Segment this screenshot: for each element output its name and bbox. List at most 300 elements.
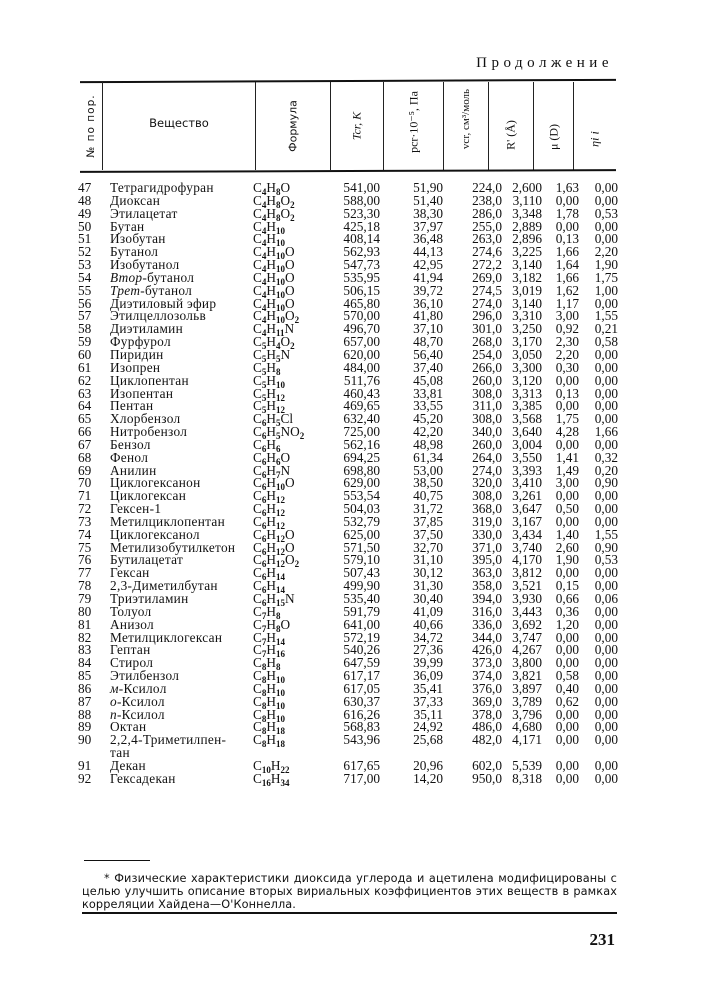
critical-temperature: 568,83: [343, 719, 380, 735]
critical-volume: 344,0: [472, 629, 502, 645]
critical-pressure: 32,70: [413, 539, 443, 555]
dipole-moment: 0,00: [555, 192, 579, 208]
row-number: 59: [78, 334, 92, 350]
row-number: 64: [78, 398, 92, 414]
gyration-radius: 2,896: [512, 231, 542, 247]
substance-name: Гексен-1: [110, 501, 162, 517]
formula: $C_{16}H_{34}$: [253, 770, 290, 788]
critical-temperature: 506,15: [343, 282, 380, 298]
critical-volume: 374,0: [472, 668, 502, 684]
association-parameter: 0,00: [594, 295, 618, 311]
dipole-moment: 0,00: [555, 719, 579, 735]
dipole-moment: 0,00: [555, 436, 579, 452]
row-number: 92: [78, 770, 92, 786]
formula: $C_6H_{10}O$: [253, 475, 295, 493]
substance-name: Анизол: [110, 616, 154, 632]
critical-volume: 486,0: [472, 719, 502, 735]
critical-temperature: 717,00: [343, 770, 380, 786]
gyration-radius: 3,812: [512, 565, 542, 581]
row-number: 60: [78, 346, 92, 362]
table-row: [78, 733, 618, 759]
dipole-moment: 2,60: [555, 539, 579, 555]
critical-volume: 260,0: [472, 436, 502, 452]
gyration-radius: 3,789: [512, 693, 542, 709]
row-number: 69: [78, 462, 92, 478]
formula: $C_6H_{12}O_2$: [253, 552, 300, 570]
critical-temperature: 625,00: [343, 526, 380, 542]
formula: $C_7H_{16}$: [253, 642, 285, 660]
substance-name: Циклогексанол: [110, 526, 200, 542]
substance-name: Диэтиламин: [110, 321, 184, 337]
critical-temperature: 543,96: [343, 732, 380, 748]
substance-name: Гексан: [110, 565, 150, 581]
table-row: [78, 282, 618, 300]
substance-name: Изобутанол: [110, 257, 180, 273]
critical-pressure: 39,72: [413, 282, 443, 298]
row-number: 55: [78, 282, 92, 298]
page-bottom-rule: [82, 912, 617, 914]
row-number: 87: [78, 693, 92, 709]
substance-name: Бутан: [110, 218, 145, 234]
critical-pressure: 39,99: [413, 655, 443, 671]
critical-temperature: 641,00: [343, 616, 380, 632]
critical-temperature: 570,00: [343, 308, 380, 324]
critical-pressure: 45,08: [413, 372, 443, 388]
gyration-radius: 5,539: [512, 757, 542, 773]
row-number: 81: [78, 616, 92, 632]
association-parameter: 0,00: [594, 719, 618, 735]
critical-pressure: 42,95: [413, 257, 443, 273]
footnote-text: * Физические характеристики диоксида углерода и ацетилена модифицированы с целью улучшить описание вторых вириальных коэффициентов этих веществ в рамках корреляции Хайдена—О'Коннелла.: [82, 872, 617, 911]
critical-volume: 224,0: [472, 180, 502, 195]
gyration-radius: 4,267: [512, 642, 542, 658]
critical-temperature: 535,40: [343, 591, 380, 606]
table-row: [78, 603, 618, 621]
critical-volume: 274,5: [472, 282, 502, 298]
critical-temperature: 553,54: [343, 488, 380, 504]
dipole-moment: 0,00: [555, 488, 579, 504]
dipole-moment: 0,00: [555, 218, 579, 234]
formula: $C_6H_5NO_2$: [253, 424, 305, 442]
gyration-radius: 3,167: [512, 513, 542, 529]
substance-name: Бензол: [110, 436, 151, 452]
gyration-radius: 3,740: [512, 539, 542, 555]
dipole-moment: 0,00: [555, 642, 579, 658]
gyration-radius: 3,170: [512, 334, 542, 350]
header-r: [488, 82, 533, 170]
association-parameter: 2,20: [594, 244, 618, 260]
critical-temperature: 523,30: [343, 205, 380, 221]
critical-pressure: 41,80: [413, 308, 443, 324]
critical-pressure: 31,10: [413, 552, 443, 568]
association-parameter: 0,00: [594, 565, 618, 581]
critical-temperature: 507,43: [343, 565, 380, 581]
dipole-moment: 0,00: [555, 770, 579, 786]
table-row: [78, 501, 618, 519]
substance-name-line1: 2,2,4-Триметилпен-: [110, 732, 227, 748]
header-eta: [573, 82, 615, 170]
critical-volume: 376,0: [472, 680, 502, 696]
substance-name: Изобутан: [110, 231, 166, 247]
critical-pressure: 33,55: [413, 398, 443, 414]
table-row: [78, 757, 618, 775]
row-number: 47: [78, 180, 92, 195]
dipole-moment: 1,78: [555, 205, 579, 221]
critical-temperature: 698,80: [343, 462, 380, 478]
critical-volume: 266,0: [472, 359, 502, 375]
dipole-moment: 0,00: [555, 732, 579, 748]
dipole-moment: 0,62: [555, 693, 579, 709]
critical-pressure: 38,50: [413, 475, 443, 491]
dipole-moment: 0,40: [555, 680, 579, 696]
row-number: 73: [78, 513, 92, 529]
formula: $C_7H_8O$: [253, 616, 291, 634]
row-number: 52: [78, 244, 92, 260]
substance-suffix: -Ксилол: [118, 680, 167, 696]
formula: $C_6H_{12}$: [253, 488, 285, 506]
association-parameter: 0,00: [594, 642, 618, 658]
association-parameter: 0,00: [594, 501, 618, 517]
gyration-radius: 3,800: [512, 655, 542, 671]
critical-pressure: 30,40: [413, 591, 443, 606]
critical-volume: 358,0: [472, 578, 502, 594]
dipole-moment: 1,40: [555, 526, 579, 542]
substance-name: Метилциклогексан: [110, 629, 223, 645]
dipole-moment: 1,49: [555, 462, 579, 478]
formula: $C_4H_{10}O$: [253, 282, 295, 300]
critical-volume: 254,0: [472, 346, 502, 362]
formula: $C_4H_{10}O$: [253, 295, 295, 313]
formula: $C_6H_7N$: [253, 462, 291, 480]
formula: $C_8H_8$: [253, 655, 281, 673]
dipole-moment: 1,64: [555, 257, 579, 273]
substance-name: Пентан: [110, 398, 154, 414]
critical-volume: 336,0: [472, 616, 502, 632]
formula: $C_8H_{10}$: [253, 680, 285, 698]
critical-volume: 255,0: [472, 218, 502, 234]
association-parameter: 0,06: [594, 591, 618, 606]
critical-temperature: 579,10: [343, 552, 380, 568]
gyration-radius: 3,521: [512, 578, 542, 594]
substance-name: Метилциклопентан: [110, 513, 226, 529]
dipole-moment: 0,58: [555, 668, 579, 684]
critical-temperature: 588,00: [343, 192, 380, 208]
critical-volume: 260,0: [472, 372, 502, 388]
table-row: [78, 346, 618, 364]
critical-temperature: 532,79: [343, 513, 380, 529]
association-parameter: 1,55: [594, 526, 618, 542]
row-number: 63: [78, 385, 92, 401]
formula: $C_8H_{10}$: [253, 693, 285, 711]
row-number: 68: [78, 449, 92, 465]
row-number: 80: [78, 603, 92, 619]
gyration-radius: 3,225: [512, 244, 542, 260]
critical-temperature: 617,17: [343, 668, 380, 684]
dipole-moment: 0,00: [555, 565, 579, 581]
header-vcr-label: vcr, см³/моль: [460, 88, 472, 150]
critical-pressure: 37,50: [413, 526, 443, 542]
row-number: 48: [78, 192, 92, 208]
association-parameter: 1,55: [594, 308, 618, 324]
critical-volume: 301,0: [472, 321, 502, 337]
substance-suffix: -Ксилол: [116, 693, 165, 709]
gyration-radius: 3,747: [512, 629, 542, 645]
critical-pressure: 53,00: [413, 462, 443, 478]
critical-pressure: 45,20: [413, 411, 443, 427]
critical-volume: 274,0: [472, 295, 502, 311]
gyration-radius: 3,434: [512, 526, 542, 542]
critical-pressure: 37,33: [413, 693, 443, 709]
gyration-radius: 8,318: [512, 770, 542, 786]
critical-temperature: 465,80: [343, 295, 380, 311]
row-number: 86: [78, 680, 92, 696]
row-number: 56: [78, 295, 92, 311]
substance-name: Гексадекан: [110, 770, 176, 786]
critical-volume: 263,0: [472, 231, 502, 247]
critical-temperature: 657,00: [343, 334, 380, 350]
critical-volume: 602,0: [472, 757, 502, 773]
dipole-moment: 0,00: [555, 706, 579, 722]
association-parameter: 1,90: [594, 257, 618, 273]
gyration-radius: 3,300: [512, 359, 542, 375]
formula: $C_4H_{11}N$: [253, 321, 295, 339]
substance-suffix: -бутанол: [142, 269, 195, 285]
critical-temperature: 425,18: [343, 218, 380, 234]
critical-temperature: 630,37: [343, 693, 380, 709]
table-row: [78, 192, 618, 210]
substance-name: Циклогексанон: [110, 475, 201, 491]
dipole-moment: 1,63: [555, 180, 579, 195]
gyration-radius: 3,261: [512, 488, 542, 504]
table-row: [78, 424, 618, 442]
dipole-moment: 0,00: [555, 372, 579, 388]
page-number: 231: [589, 930, 615, 949]
header-eta-label: ηi i: [587, 131, 601, 147]
header-r-label: R' (Å): [503, 119, 518, 150]
table-row: [78, 616, 618, 634]
substance-name: Циклогексан: [110, 488, 187, 504]
association-parameter: 0,00: [594, 372, 618, 388]
critical-temperature: 540,26: [343, 642, 380, 658]
critical-temperature: 629,00: [343, 475, 380, 491]
critical-pressure: 36,09: [413, 668, 443, 684]
critical-pressure: 40,75: [413, 488, 443, 504]
critical-pressure: 37,97: [413, 218, 443, 234]
gyration-radius: 3,310: [512, 308, 542, 324]
gyration-radius: 3,796: [512, 706, 542, 722]
formula: $C_6H_{12}$: [253, 513, 285, 531]
substance-name: Анилин: [110, 462, 157, 478]
critical-temperature: 535,95: [343, 269, 380, 285]
gyration-radius: 3,897: [512, 680, 542, 696]
critical-volume: 274,0: [472, 462, 502, 478]
substance-name: Октан: [110, 719, 147, 735]
critical-pressure: 37,40: [413, 359, 443, 375]
critical-temperature: 562,93: [343, 244, 380, 260]
critical-pressure: 14,20: [413, 770, 443, 786]
header-vcr: [443, 82, 488, 170]
row-number: 85: [78, 668, 92, 684]
substance-name: [110, 284, 192, 297]
critical-pressure: 40,66: [413, 616, 443, 632]
substance-name: 2,3-Диметилбутан: [110, 578, 218, 594]
header-no-label: № по пор.: [85, 94, 97, 158]
substance-name: Пиридин: [110, 346, 164, 362]
dipole-moment: 0,00: [555, 513, 579, 529]
critical-pressure: 41,94: [413, 269, 443, 285]
gyration-radius: 3,182: [512, 269, 542, 285]
dipole-moment: 0,13: [555, 385, 579, 401]
gyration-radius: 3,393: [512, 462, 542, 478]
formula: $C_4H_{10}O_2$: [253, 308, 300, 326]
critical-pressure: 31,30: [413, 578, 443, 594]
substance-prefix: Втор: [110, 269, 143, 285]
dipole-moment: 1,62: [555, 282, 579, 298]
substance-name: Хлорбензол: [110, 411, 181, 427]
dipole-moment: 0,00: [555, 655, 579, 671]
critical-volume: 363,0: [472, 565, 502, 581]
association-parameter: 0,00: [594, 346, 618, 362]
critical-pressure: 48,70: [413, 334, 443, 350]
association-parameter: 0,00: [594, 218, 618, 234]
table-row: [78, 372, 618, 390]
association-parameter: 0,32: [594, 449, 618, 465]
gyration-radius: 3,140: [512, 295, 542, 311]
dipole-moment: 0,36: [555, 603, 579, 619]
formula: $C_8H_{18}$: [253, 732, 285, 750]
critical-pressure: 34,72: [413, 629, 443, 645]
critical-temperature: 572,19: [343, 629, 380, 645]
row-number: 66: [78, 424, 92, 440]
association-parameter: 0,00: [594, 488, 618, 504]
substance-prefix: о: [110, 693, 117, 709]
header-mu: [533, 82, 573, 170]
critical-volume: 369,0: [472, 693, 502, 709]
critical-volume: 340,0: [472, 424, 502, 440]
dipole-moment: 1,20: [555, 616, 579, 632]
critical-volume: 950,0: [472, 770, 502, 786]
critical-temperature: 496,70: [343, 321, 380, 337]
dipole-moment: 1,41: [555, 449, 579, 465]
critical-pressure: 31,72: [413, 501, 443, 517]
association-parameter: 0,58: [594, 334, 618, 350]
formula: $C_6H_{14}$: [253, 565, 285, 583]
critical-volume: 311,0: [472, 398, 502, 414]
row-number: 65: [78, 411, 92, 427]
critical-volume: 330,0: [472, 526, 502, 542]
critical-pressure: 37,10: [413, 321, 443, 337]
critical-temperature: 499,90: [343, 578, 380, 594]
critical-volume: 394,0: [472, 591, 502, 606]
critical-volume: 371,0: [472, 539, 502, 555]
header-substance: [102, 82, 255, 170]
substance-name: Тетрагидрофуран: [110, 180, 214, 195]
formula: $C_4H_{10}$: [253, 231, 285, 249]
critical-volume: 378,0: [472, 706, 502, 722]
critical-pressure: 27,36: [413, 642, 443, 658]
association-parameter: 0,00: [594, 411, 618, 427]
association-parameter: 0,00: [594, 436, 618, 452]
critical-temperature: 725,00: [343, 424, 380, 440]
formula: $C_4H_8O$: [253, 180, 291, 197]
gyration-radius: 3,348: [512, 205, 542, 221]
critical-temperature: 469,65: [343, 398, 380, 414]
formula: $C_4H_8O_2$: [253, 192, 295, 210]
gyration-radius: 3,050: [512, 346, 542, 362]
association-parameter: 0,53: [594, 552, 618, 568]
critical-volume: 238,0: [472, 192, 502, 208]
footnote: [82, 872, 617, 911]
critical-pressure: 30,12: [413, 565, 443, 581]
gyration-radius: 2,600: [512, 180, 542, 195]
substance-name: Стирол: [110, 655, 154, 671]
association-parameter: 0,00: [594, 603, 618, 619]
substance-name: Этилацетат: [110, 205, 178, 221]
row-number: 58: [78, 321, 92, 337]
critical-temperature: 617,65: [343, 757, 380, 773]
association-parameter: 0,53: [594, 205, 618, 221]
gyration-radius: 4,680: [512, 719, 542, 735]
dipole-moment: 0,00: [555, 629, 579, 645]
critical-pressure: 42,20: [413, 424, 443, 440]
row-number: 51: [78, 231, 92, 247]
dipole-moment: 0,13: [555, 231, 579, 247]
row-number: 91: [78, 757, 92, 773]
dipole-moment: 1,66: [555, 244, 579, 260]
gyration-radius: 3,410: [512, 475, 542, 491]
row-number: 61: [78, 359, 92, 375]
table-row: [78, 436, 618, 454]
critical-pressure: 44,13: [413, 244, 443, 260]
critical-temperature: 591,79: [343, 603, 380, 619]
critical-volume: 286,0: [472, 205, 502, 221]
association-parameter: 0,00: [594, 398, 618, 414]
critical-volume: 426,0: [472, 642, 502, 658]
critical-volume: 264,0: [472, 449, 502, 465]
formula: $C_4H_{10}O$: [253, 244, 295, 262]
association-parameter: 0,00: [594, 706, 618, 722]
association-parameter: 0,00: [594, 359, 618, 375]
dipole-moment: 4,28: [555, 424, 579, 440]
critical-volume: 308,0: [472, 411, 502, 427]
dipole-moment: 1,66: [555, 269, 579, 285]
critical-temperature: 694,25: [343, 449, 380, 465]
formula: $C_7H_8$: [253, 603, 281, 621]
substance-name: Триэтиламин: [110, 591, 189, 606]
dipole-moment: 1,90: [555, 552, 579, 568]
footnote-rule: [84, 860, 150, 861]
critical-pressure: 51,90: [413, 180, 443, 195]
critical-pressure: 20,96: [413, 757, 443, 773]
critical-pressure: 36,10: [413, 295, 443, 311]
row-number: 89: [78, 719, 92, 735]
header-tcr: [330, 82, 383, 170]
gyration-radius: 3,004: [512, 436, 542, 452]
gyration-radius: 3,443: [512, 603, 542, 619]
formula: $C_6H_6O$: [253, 449, 291, 467]
gyration-radius: 3,568: [512, 411, 542, 427]
table-row: [78, 180, 618, 197]
row-number: 77: [78, 565, 92, 581]
formula: $C_8H_{10}$: [253, 668, 285, 686]
formula: $C_5H_{10}$: [253, 372, 285, 390]
critical-temperature: 647,59: [343, 655, 380, 671]
critical-volume: 482,0: [472, 732, 502, 748]
critical-volume: 319,0: [472, 513, 502, 529]
formula: $C_6H_5Cl$: [253, 411, 294, 429]
critical-pressure: 36,48: [413, 231, 443, 247]
substance-name: Фурфурол: [110, 334, 171, 350]
